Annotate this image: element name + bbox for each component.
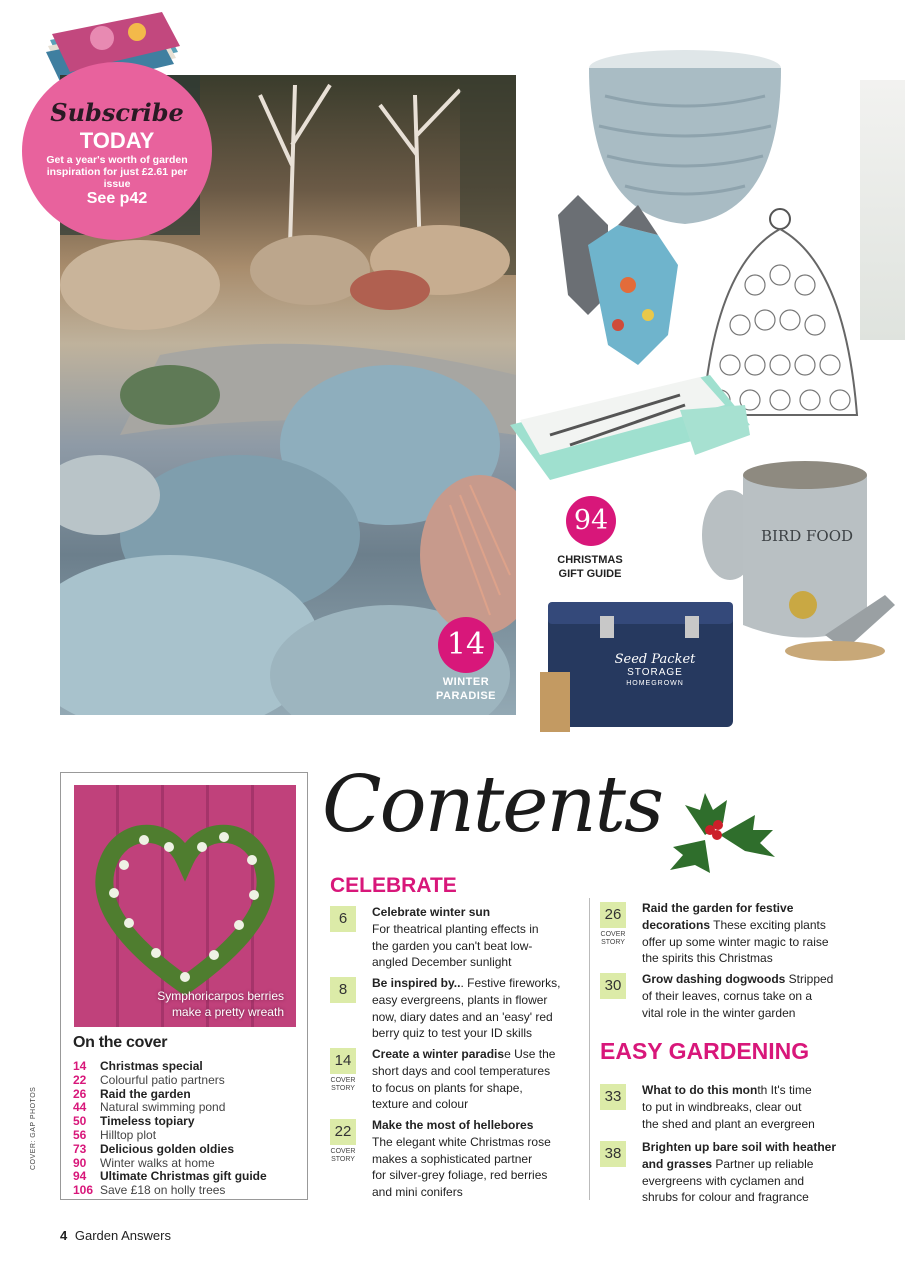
cover-item-title: Natural swimming pond [100, 1100, 226, 1115]
contents-entry[interactable] [642, 1139, 862, 1206]
holly-icon [665, 785, 780, 875]
entry-line: texture and colour [372, 1097, 469, 1112]
entry-line: Create a winter paradise Use the [372, 1047, 556, 1061]
entry-page-number[interactable]: 33 [600, 1084, 626, 1110]
entry-line: Grow dashing dogwoods Stripped [642, 972, 834, 986]
contents-entry[interactable] [372, 1046, 592, 1113]
gardening-gloves-image [548, 185, 688, 375]
cover-item-page: 22 [73, 1072, 87, 1087]
entry-line: for silver-grey foliage, red berries [372, 1168, 548, 1183]
cover-item-title: Ultimate Christmas gift guide [100, 1169, 267, 1184]
cover-item-title: Winter walks at home [100, 1155, 215, 1170]
seed-tin-text-1: Seed Packet [614, 652, 696, 667]
entry-line: Be inspired by... Festive fireworks, [372, 976, 561, 990]
wreath-caption [157, 988, 284, 1020]
entry-line: Make the most of hellebores [372, 1118, 534, 1132]
contents-title: Contents [322, 760, 662, 850]
entry-line: and mini conifers [372, 1185, 463, 1200]
cover-story-tag: COVER STORY [600, 931, 626, 946]
cover-item-page: 90 [73, 1155, 87, 1170]
entry-page-number[interactable]: 14 [330, 1048, 356, 1074]
column-divider [589, 898, 590, 1200]
entry-line: and grasses Partner up reliable [642, 1156, 814, 1171]
celebrate-heading: CELEBRATE [330, 874, 457, 897]
cover-item-page: 14 [73, 1059, 87, 1073]
contents-entry[interactable] [372, 904, 592, 971]
cover-item-title: Save £18 on holly trees [100, 1183, 226, 1198]
page-folio [60, 1228, 171, 1243]
cover-story-tag: COVER STORY [330, 1148, 356, 1163]
wreath-caption-1: Symphoricarpos berries [157, 989, 284, 1003]
gift-guide-label-2: GIFT GUIDE [558, 568, 622, 580]
entry-line: easy evergreens, plants in flower [372, 992, 548, 1007]
wreath-caption-2: make a pretty wreath [171, 1005, 284, 1019]
cover-item-page: 94 [73, 1169, 87, 1184]
entry-line: of their leaves, cornus take on a [642, 988, 813, 1003]
cover-credit: COVER: GAP PHOTOS [30, 1086, 37, 1170]
on-the-cover-heading: On the cover [73, 1034, 168, 1051]
contents-entry[interactable] [642, 1082, 862, 1132]
contents-entry[interactable] [372, 1117, 592, 1201]
winter-paradise-label-2: PARADISE [435, 690, 497, 702]
winter-paradise-badge[interactable]: 14 [438, 617, 494, 673]
cover-list-item[interactable] [73, 1142, 234, 1156]
contents-entry[interactable] [642, 900, 862, 967]
cover-story-tag: COVER STORY [330, 1077, 356, 1092]
entry-line: angled December sunlight [372, 955, 512, 970]
entry-line: to focus on plants for shape, [372, 1080, 523, 1095]
subscribe-badge[interactable] [22, 62, 212, 240]
entry-line: Celebrate winter sun [372, 905, 491, 919]
seed-tin-text-3: HOMEGROWN [626, 680, 684, 687]
entry-line: berry quiz to test your ID skills [372, 1026, 533, 1041]
entry-page-number[interactable]: 38 [600, 1141, 626, 1167]
magazine-name: Garden Answers [74, 1228, 171, 1243]
heart-wreath-photo [74, 785, 296, 1027]
easy-gardening-heading: EASY GARDENING [600, 1038, 810, 1064]
seed-tin-text [595, 652, 715, 687]
subscribe-see-page[interactable]: See p42 [86, 190, 148, 207]
cover-item-title: Raid the garden [100, 1086, 191, 1101]
entry-page-number[interactable]: 6 [330, 906, 356, 932]
winter-paradise-label [420, 675, 512, 703]
cover-item-title: Hilltop plot [100, 1128, 157, 1142]
entry-line: Brighten up bare soil with heather [642, 1140, 837, 1154]
entry-line: the shed and plant an evergreen [642, 1116, 815, 1131]
cover-item-title: Timeless topiary [100, 1114, 195, 1129]
entry-page-number[interactable]: 8 [330, 977, 356, 1003]
cover-list-item[interactable] [73, 1073, 225, 1087]
subscribe-script: Subscribe [50, 98, 184, 127]
entry-line: short days and cool temperatures [372, 1063, 551, 1078]
entry-line: shrubs for colour and fragrance [642, 1190, 809, 1205]
cover-item-page: 73 [73, 1141, 87, 1156]
entry-line: vital role in the winter garden [642, 1005, 796, 1020]
cover-list-item[interactable] [73, 1114, 195, 1128]
cover-item-title: Christmas special [100, 1059, 203, 1073]
entry-line: decorations These exciting plants [642, 917, 826, 932]
entry-line: The elegant white Christmas rose [372, 1134, 551, 1149]
cover-item-page: 106 [73, 1183, 94, 1198]
entry-line: now, diary dates and an 'easy' red [372, 1009, 553, 1024]
cover-item-page: 50 [73, 1114, 87, 1129]
entry-page-number[interactable]: 30 [600, 973, 626, 999]
cover-list-item[interactable] [73, 1100, 225, 1114]
subscribe-body: Get a year's worth of garden inspiration for just £2.61 per issue [46, 154, 188, 190]
side-garden-image [860, 80, 905, 340]
cover-list-item[interactable] [73, 1128, 156, 1142]
gift-guide-label [540, 553, 640, 581]
cover-list-item[interactable] [73, 1183, 225, 1197]
gift-guide-label-1: CHRISTMAS [557, 554, 623, 566]
entry-line: to put in windbreaks, clear out [642, 1099, 802, 1114]
cover-list-item[interactable] [73, 1087, 191, 1101]
entry-line: Raid the garden for festive [642, 901, 794, 915]
entry-line: For theatrical planting effects in [372, 921, 539, 936]
entry-page-number[interactable]: 22 [330, 1119, 356, 1145]
seed-tin-text-2: STORAGE [627, 667, 683, 678]
winter-paradise-label-1: WINTER [442, 676, 490, 688]
cover-list-item[interactable] [73, 1059, 203, 1073]
entry-line: offer up some winter magic to raise [642, 934, 829, 949]
entry-line: evergreens with cyclamen and [642, 1173, 805, 1188]
entry-line: the garden you can't beat low- [372, 938, 533, 953]
entry-line: What to do this month It's time [642, 1083, 812, 1097]
seed-packet-tin-image [540, 592, 745, 737]
cover-item-title: Delicious golden oldies [100, 1141, 235, 1156]
gift-guide-badge[interactable]: 94 [566, 496, 616, 546]
bird-food-label: BIRD FOOD [760, 527, 854, 545]
entry-page-number[interactable]: 26 [600, 902, 626, 928]
cover-list-item[interactable] [73, 1156, 215, 1170]
cover-item-page: 26 [73, 1086, 87, 1101]
cover-item-page: 56 [73, 1128, 87, 1142]
entry-line: makes a sophisticated partner [372, 1151, 533, 1166]
contents-entry[interactable] [372, 975, 592, 1042]
entry-line: the spirits this Christmas [642, 951, 773, 966]
page-number: 4 [60, 1228, 68, 1243]
contents-entry[interactable] [642, 971, 862, 1021]
cover-list-item[interactable] [73, 1169, 267, 1183]
subscribe-headline: TODAY [79, 128, 155, 153]
cover-item-page: 44 [73, 1100, 87, 1115]
cover-item-title: Colourful patio partners [100, 1072, 225, 1087]
